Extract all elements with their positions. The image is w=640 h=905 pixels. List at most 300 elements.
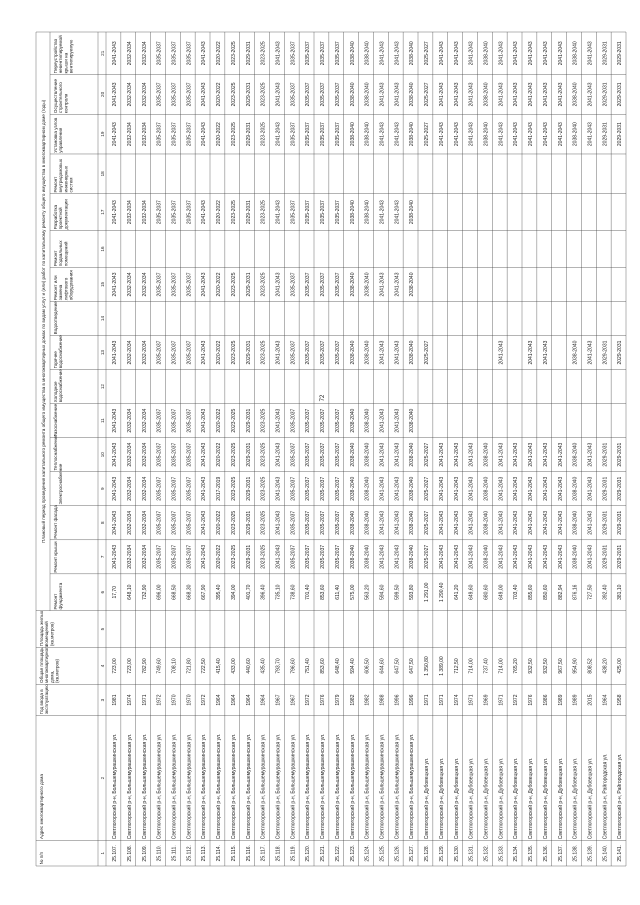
table-cell: 2038-2040 [483,82,490,107]
header-cell: эксплуатацию [44,684,50,715]
address-cell: Светлогорский р-н, Большемурашкинская ул. [141,733,148,840]
table-cell: 2035-2037 [290,82,297,107]
table-cell: 2041-2043 [394,82,401,107]
table-cell: 708,10 [171,658,178,674]
table-cell: 2032-2034 [141,272,148,297]
table-cell: 594,60 [379,584,386,600]
table-cell: 25.135. [528,844,535,862]
table-cell: 2041-2043 [468,82,475,107]
header-cell: документации [63,199,69,230]
column-number: 7 [100,555,105,559]
table-cell: 2035-2037 [320,510,327,535]
table-cell: 2023-2025 [230,544,237,569]
table-cell: 438,20 [602,658,609,674]
table-cell: 2041-2043 [112,510,119,535]
table-cell: 2032-2034 [126,122,133,147]
table-cell: 932,50 [542,658,549,674]
table-cell: 2041-2043 [379,340,386,365]
header-cell: Теплоснабжение [53,434,58,471]
table-cell: 1976 [528,694,535,706]
header-cell: инженерных [63,165,69,193]
table-cell: 2041-2043 [275,408,282,433]
address-cell: Светлогорский р-н, Большемурашкинская ул. [320,733,327,840]
table-cell: 2029-2031 [602,122,609,147]
table-cell: 2041-2043 [453,122,460,147]
table-cell: 2038-2040 [572,340,579,365]
table-cell: 1964 [245,694,252,706]
table-cell: 1 291,00 [424,582,431,602]
table-cell: 1 290,40 [438,582,445,602]
header-cell: строительного [58,82,64,114]
table-cell: 2041-2043 [438,510,445,535]
table-cell: 2041-2043 [201,544,208,569]
column-number: 5 [100,627,105,631]
table-cell: 2035-2037 [320,122,327,147]
table-cell: 1964 [230,694,237,706]
table-cell: 2029-2031 [602,82,609,107]
table-cell: 2041-2043 [542,510,549,535]
header-cell: Разработка [53,204,58,230]
table-cell: 2038-2040 [349,442,356,467]
table-cell: 2035-2037 [156,476,163,501]
table-cell: 2041-2043 [112,41,119,66]
table-cell: 2035-2037 [290,340,297,365]
table-cell: 2035-2037 [334,442,341,467]
table-cell: 2015 [587,694,594,706]
table-cell: 2035-2037 [171,41,178,66]
table-cell: 2025-2027 [424,510,431,535]
table-cell: 714,00 [498,658,505,674]
table-cell: 2035-2037 [156,272,163,297]
table-cell: 1972 [156,694,163,706]
table-cell: 2041-2043 [468,41,475,66]
header-cell: Холодное [53,381,58,403]
table-cell: 2023-2025 [230,41,237,66]
address-cell: Светлогорский р-н, Большемурашкинская ул. [349,733,356,840]
table-cell: 2041-2043 [379,272,386,297]
header-cell: Установка узлов [53,117,58,153]
table-cell: 1969 [483,694,490,706]
table-cell: 2035-2037 [320,476,327,501]
table-cell: 2029-2031 [245,544,252,569]
table-cell: 668,30 [186,584,193,600]
table-cell: 2041-2043 [513,476,520,501]
table-cell: 1996 [394,694,401,706]
table-cell: 2041-2043 [528,442,535,467]
table-cell: 435,40 [260,658,267,674]
table-cell: 714,00 [468,658,475,674]
table-cell: 2035-2037 [171,544,178,569]
table-cell: 2029-2031 [617,544,624,569]
table-cell: 2038-2040 [483,510,490,535]
table-cell: 2035-2037 [290,544,297,569]
address-cell: Светлогорский р-н, Большемурашкинская ул. [394,733,401,840]
header-cell: Площадь жилых [39,610,44,647]
table-cell: 2035-2037 [305,200,312,225]
table-cell: 1971 [141,694,148,706]
table-cell: 2041-2043 [542,340,549,365]
table-cell: 2041-2043 [498,442,505,467]
address-cell: Светлогорский р-н, Большемурашкинская ул. [334,733,341,840]
table-cell: 2035-2037 [305,82,312,107]
table-cell: 2025-2027 [424,122,431,147]
table-cell: 2041-2043 [557,510,564,535]
column-number: 17 [100,209,105,215]
table-cell: 2041-2043 [201,122,208,147]
address-cell: Светлогорский р-н, Большемурашкинская ул. [260,733,267,840]
table-cell: 2041-2043 [542,122,549,147]
address-cell: Светлогорский р-н, Большемурашкинская ул. [409,733,416,840]
table-cell: 599,50 [394,584,401,600]
table-cell: 2035-2037 [186,200,193,225]
table-cell: 2041-2043 [112,200,119,225]
table-cell: 2032-2034 [141,544,148,569]
table-cell: 1967 [275,694,282,706]
group-header-title: Плановый период проведения капитального ремонта общего имущества в многоквартирных домах по видам услуг и (или) работ по капитальному ремонту общего имущества в многоквартирном доме (годы) [41,99,46,543]
header-cell: Водоотведение [53,301,58,335]
header-cell: водоснабжение [58,369,64,403]
table-cell: 735,10 [275,584,282,600]
table-cell: 25.122. [334,844,341,862]
address-cell: Светлогорский р-н, Дубовецкая ул. [587,757,594,840]
table-cell: 2035-2037 [290,476,297,501]
table-cell: 2020-2022 [216,41,223,66]
table-cell: 2038-2040 [572,510,579,535]
table-cell: 2032-2034 [141,41,148,66]
table-cell: 2023-2025 [230,272,237,297]
table-cell: 2041-2043 [587,510,594,535]
table-cell: 2041-2043 [201,510,208,535]
table-cell: 2041-2043 [112,340,119,365]
table-cell: 1972 [513,694,520,706]
table-cell: 2041-2043 [394,544,401,569]
table-cell: 2029-2031 [245,82,252,107]
table-cell: 2041-2043 [557,476,564,501]
table-cell: 2038-2040 [483,122,490,147]
table-cell: 2041-2043 [498,82,505,107]
header-cell: подвальных [58,240,64,267]
table-cell: 1971 [438,694,445,706]
column-number: 4 [100,664,105,668]
table-cell: 2025-2027 [424,476,431,501]
table-cell: 2041-2043 [438,122,445,147]
table-cell: 2038-2040 [572,82,579,107]
table-cell: 2038-2040 [349,544,356,569]
table-cell: 1988 [379,694,386,706]
table-cell: 25.126. [394,844,401,862]
table-cell: 2038-2040 [364,544,371,569]
table-cell: 2029-2031 [245,41,252,66]
table-cell: 2041-2043 [513,82,520,107]
table-cell: 25.110. [156,845,163,862]
table-cell: 2041-2043 [453,442,460,467]
column-number: 15 [100,281,105,288]
table-cell: 2035-2037 [334,272,341,297]
table-cell: 2041-2043 [468,476,475,501]
table-cell: 2038-2040 [409,476,416,501]
table-cell: 2023-2025 [260,82,267,107]
table-cell: 2041-2043 [587,544,594,569]
column-number: 9 [100,487,105,490]
header-cell: лифтового [63,277,69,301]
table-cell: 2035-2037 [305,544,312,569]
table-cell: 649,00 [498,584,505,600]
table-cell: 2038-2040 [572,41,579,66]
table-cell: 2038-2040 [349,200,356,225]
table-cell: 882,94 [557,584,564,600]
table-cell: 2035-2037 [305,510,312,535]
table-cell: 2023-2025 [230,408,237,433]
table-cell: 2029-2031 [245,510,252,535]
table-cell: 2041-2043 [379,41,386,66]
header-cell: вентилируемую [68,39,74,74]
table-cell: 2035-2037 [290,408,297,433]
table-cell: 2029-2031 [245,340,252,365]
table-cell: 2041-2043 [528,122,535,147]
table-cell: 2041-2043 [587,476,594,501]
table-cell: 2029-2031 [602,476,609,501]
address-cell: Светлогорский р-н, Дубовецкая ул. [483,757,490,840]
table-cell: 2029-2031 [245,408,252,433]
table-cell: 425,00 [617,658,624,674]
table-cell: 2038-2040 [349,408,356,433]
table-cell: 2041-2043 [394,200,401,225]
table-cell: 2035-2037 [305,272,312,297]
table-cell: 2035-2037 [186,122,193,147]
table-cell: 1974 [126,694,133,706]
table-cell: 25.117. [260,845,267,862]
table-cell: 2041-2043 [275,41,282,66]
table-cell: 2041-2043 [438,544,445,569]
table-cell: 782,90 [141,658,148,674]
table-cell: 2038-2040 [483,544,490,569]
table-cell: 25.134. [513,844,520,862]
table-cell: 932,50 [528,658,535,674]
column-number: 19 [100,131,105,137]
table-cell: 2029-2031 [245,272,252,297]
table-cell: 2041-2043 [542,544,549,569]
address-cell: Светлогорский р-н, Райгородская ул. [602,753,609,840]
table-cell: 2035-2037 [320,272,327,297]
table-cell: 2041-2043 [528,476,535,501]
header-cell: Газоснабжение [53,403,58,437]
header-cell: (кв.метров) [54,658,60,683]
table-cell: 25.119. [290,845,297,862]
table-cell: 2032-2034 [126,408,133,433]
table-cell: 1964 [602,694,609,706]
table-cell: 2041-2043 [498,476,505,501]
table-cell: 2038-2040 [572,122,579,147]
table-cell: 2038-2040 [572,544,579,569]
table-cell: 2041-2043 [201,41,208,66]
table-cell: 415,40 [216,658,223,674]
header-cell: Электроснабжение [58,463,64,505]
table-cell: 2029-2031 [245,442,252,467]
table-cell: 2035-2037 [156,544,163,569]
table-cell: 2041-2043 [112,408,119,433]
table-cell: 2035-2037 [171,442,178,467]
table-cell: 2035-2037 [290,200,297,225]
table-cell: 2032-2034 [126,544,133,569]
table-cell: 2038-2040 [409,200,416,225]
table-cell: 1971 [468,694,475,706]
table-cell: 2041-2043 [379,510,386,535]
table-cell: 1976 [320,694,327,706]
table-cell: 703,40 [513,584,520,600]
table-cell: 649,60 [468,584,475,600]
column-number: 1 [100,851,105,855]
table-cell: 25.139. [587,844,594,862]
address-cell: Светлогорский р-н, Большемурашкинская ул. [379,733,386,840]
table-cell: 2029-2031 [617,340,624,365]
table-cell: 2041-2043 [513,41,520,66]
table-cell: 648,10 [126,584,133,600]
table-cell: 2023-2025 [260,476,267,501]
table-cell: 2041-2043 [275,340,282,365]
table-cell: 2041-2043 [394,41,401,66]
table-cell: 2041-2043 [498,122,505,147]
address-cell: Светлогорский р-н, Большемурашкинская ул. [305,733,312,840]
table-cell: 2041-2043 [394,272,401,297]
table-cell: 2041-2043 [468,122,475,147]
table-cell: 2041-2043 [394,122,401,147]
address-cell: Светлогорский р-н, Дубовецкая ул. [513,757,520,840]
table-cell: 1982 [349,694,356,706]
table-cell: 2038-2040 [409,272,416,297]
table-cell: 2041-2043 [201,476,208,501]
table-cell: 2035-2037 [320,200,327,225]
table-cell: 2035-2037 [186,408,193,433]
table-cell: 2035-2037 [334,82,341,107]
table-cell: 17,70 [112,585,119,599]
table-cell: 25.125. [379,844,386,862]
table-cell: 2035-2037 [186,272,193,297]
table-cell: 394,00 [230,584,237,600]
table-cell: 2032-2034 [126,82,133,107]
column-number: 12 [100,384,105,390]
table-cell: 2020-2022 [216,510,223,535]
table-cell: 606,50 [364,658,371,674]
table-cell: 2041-2043 [201,200,208,225]
table-cell: 2035-2037 [186,476,193,501]
table-cell: 1964 [216,694,223,706]
address-cell: Светлогорский р-н, Дубовецкая ул. [572,757,579,840]
table-cell: 2038-2040 [483,41,490,66]
table-cell: 1974 [453,694,460,706]
table-cell: 2041-2043 [453,510,460,535]
column-number: 6 [100,590,105,594]
column-number: 13 [100,349,105,356]
table-cell: 701,40 [305,584,312,600]
table-cell: 2041-2043 [453,41,460,66]
address-cell: Светлогорский р-н, Большемурашкинская ул. [126,733,133,840]
table-cell: 641,20 [453,584,460,600]
table-cell: 2041-2043 [112,122,119,147]
address-cell: Светлогорский р-н, Райгородская ул. [617,753,624,840]
address-cell: Светлогорский р-н, Дубовецкая ул. [557,757,564,840]
header-cell: Осуществление [53,78,58,114]
table-cell: 2020-2022 [216,272,223,297]
column-number: 14 [100,315,105,322]
table-cell: 644,60 [379,658,386,674]
header-cell: помещений [44,621,50,647]
table-cell: 2038-2040 [409,510,416,535]
table-cell: 2029-2031 [617,82,624,107]
table-cell: 2038-2040 [409,82,416,107]
table-cell: 2038-2040 [572,476,579,501]
table-cell: 876,16 [572,584,579,600]
table-cell: 2023-2025 [260,122,267,147]
table-cell: 611,40 [334,584,341,600]
table-cell: 2023-2025 [260,442,267,467]
table-cell: 2020-2022 [216,82,223,107]
header-cell: проектной [58,207,64,230]
address-cell: Светлогорский р-н, Большемурашкинская ул. [245,733,252,840]
address-cell: Светлогорский р-н, Большемурашкинская ул. [364,733,371,840]
table-cell: 2038-2040 [409,122,416,147]
table-cell: 2035-2037 [334,340,341,365]
table-cell: 2041-2043 [275,544,282,569]
table-cell: 25.130. [453,844,460,862]
table-cell: 2041-2043 [498,544,505,569]
header-cell: Ремонт [53,593,58,610]
table-cell: 2020-2022 [216,200,223,225]
table-cell: 2038-2040 [364,200,371,225]
table-cell: 2035-2037 [171,510,178,535]
table-cell: 2023-2025 [230,476,237,501]
table-cell: 2041-2043 [587,340,594,365]
table-cell: 1986 [542,694,549,706]
table-cell: 2032-2034 [126,510,133,535]
table-cell: 2029-2031 [245,200,252,225]
table-cell: 648,40 [334,658,341,674]
table-cell: 25.121. [320,844,327,862]
table-cell: 2038-2040 [364,122,371,147]
table-cell: 2023-2025 [230,122,237,147]
address-cell: Светлогорский р-н, Большемурашкинская ул. [275,733,282,840]
table-cell: 2023-2025 [230,340,237,365]
table-cell: 25.115. [230,845,237,862]
table-cell: 954,90 [572,658,579,674]
table-cell: 2041-2043 [513,510,520,535]
column-number: 21 [100,50,105,56]
table-cell: 2032-2034 [141,510,148,535]
table-cell: 2041-2043 [379,82,386,107]
table-cell: 850,60 [542,584,549,600]
table-cell: 575,00 [349,584,356,600]
table-cell: 2035-2037 [156,442,163,467]
table-cell: 433,00 [230,658,237,674]
header-cell: Ремонт или [53,275,58,301]
header-cell: (кв.метров) [49,622,55,647]
table-cell: 1989 [557,694,564,706]
table-cell: 2035-2037 [156,340,163,365]
table-cell: 2038-2040 [364,510,371,535]
table-cell: 2035-2037 [186,41,193,66]
table-cell: 2035-2037 [334,408,341,433]
header-cell: Ремонт [53,176,58,193]
table-cell: 396,40 [260,584,267,600]
table-cell: 2041-2043 [557,41,564,66]
table-cell: 647,50 [409,658,416,674]
table-cell: 2025-2027 [424,442,431,467]
table-cell: 2032-2034 [141,408,148,433]
table-cell: 2035-2037 [290,122,297,147]
table-cell: 25.123. [349,844,356,862]
table-cell: 381,10 [617,584,624,600]
table-cell: 2041-2043 [112,476,119,501]
address-cell: Светлогорский р-н, Большемурашкинская ул. [290,733,297,840]
